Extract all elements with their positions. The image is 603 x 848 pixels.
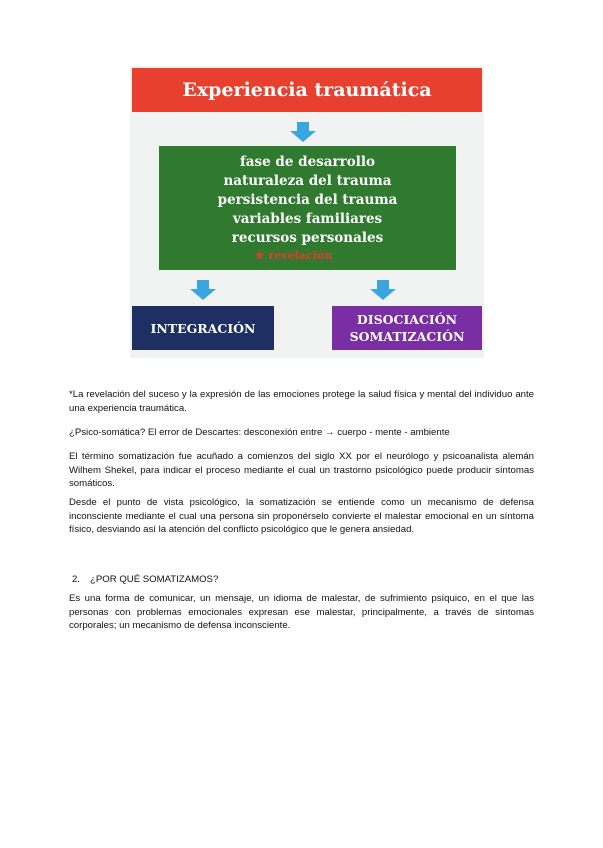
diagram-dissociation-box [332,306,482,350]
paragraph-revelation: *La revelación del suceso y la expresión de las emociones protege la salud física y mental del individuo ante una experiencia traumática. [69,389,534,414]
section-title: ¿POR QUÉ SOMATIZAMOS? [90,574,219,585]
paragraph-term-origin: El término somatización fue acuñado a comienzos del siglo XX por el neurólogo y psicoanalista alemán Wilhem Shekel, para indicar el proceso mediante el cual un trastorno psicológico puede producir síntomas somáticos. [69,451,534,490]
somatization-label: SOMATIZACIÓN [349,329,465,344]
arrow-down-icon [370,280,396,300]
paragraph-psychosomatic: ¿Psico-somática? El error de Descartes: desconexión entre → cuerpo - mente - ambiente [69,427,450,438]
factor-item: recursos personales [231,229,384,246]
trauma-diagram [130,66,484,358]
section-number: 2. [72,574,81,585]
factor-item: persistencia del trauma [217,191,398,208]
factor-highlight: ★ revelación [254,248,333,262]
factor-item: variables familiares [232,210,383,227]
arrow-down-icon [290,122,316,142]
factor-item: fase de desarrollo [239,153,376,170]
diagram-factors-box [159,146,456,270]
arrow-down-icon [190,280,216,300]
paragraph-psych-view: Desde el punto de vista psicológico, la somatización se entiende como un mecanismo de defensa inconsciente mediante el cual una persona sin proponérselo convierte el malestar emocional en un síntoma físico, desviando así la atención del conflicto psicológico que le genera ansiedad. [69,497,534,536]
section-heading [72,574,218,585]
diagram-integration-box: INTEGRACIÓN [132,306,274,350]
diagram-top-box: Experiencia traumática [132,68,482,112]
dissociation-label: DISOCIACIÓN [356,312,458,327]
paragraph-why-somatize: Es una forma de comunicar, un mensaje, un idioma de malestar, de sufrimiento psíquico, en el que las personas con problemas emocionales expresan ese malestar, principalmente, a través de síntomas corporales; un mecanismo de defensa inconsciente. [69,593,534,632]
factor-item: naturaleza del trauma [223,172,392,189]
